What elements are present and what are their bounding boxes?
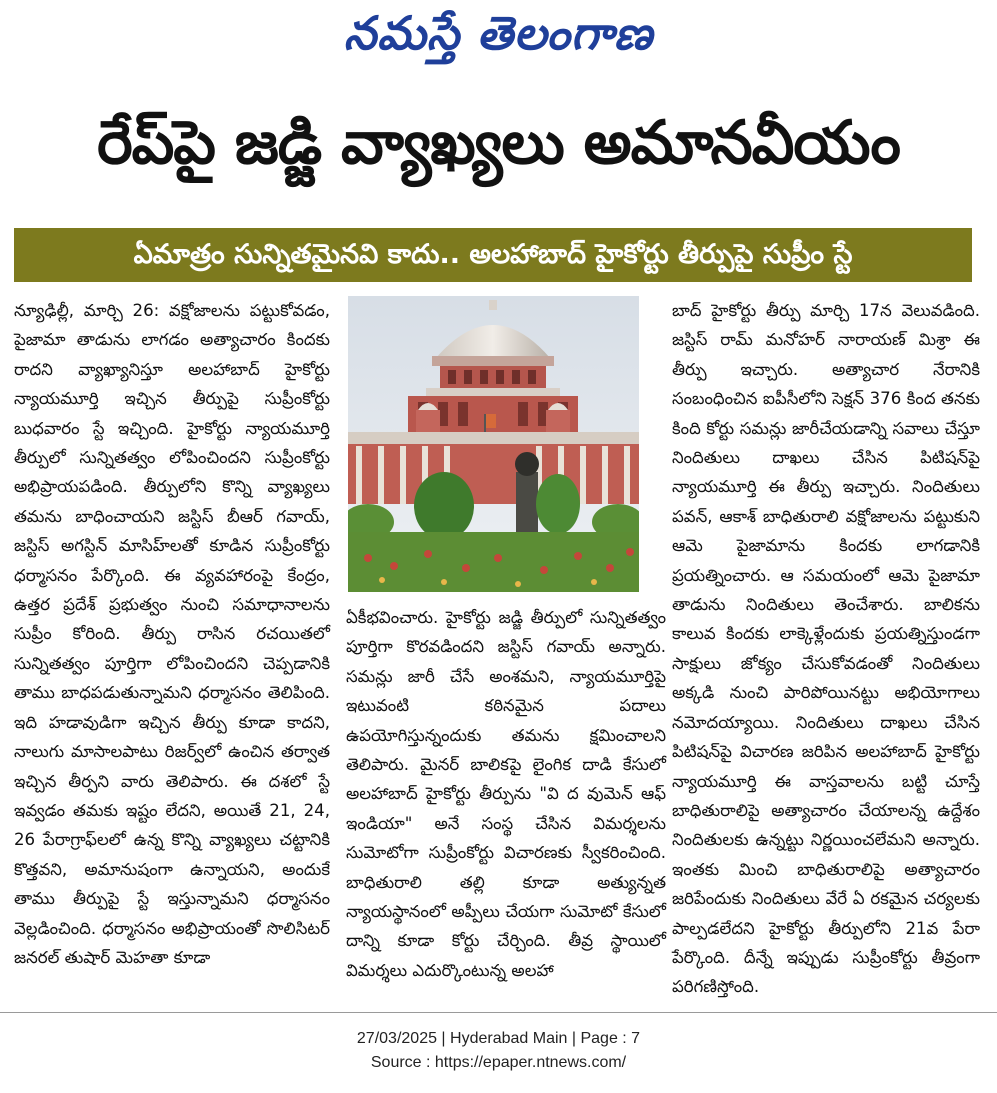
footer-source: Source : https://epaper.ntnews.com/ — [370, 1054, 627, 1071]
article-text: ఏకీభవించారు. హైకోర్టు జడ్జి తీర్పులో సున్నితత్వం పూర్తిగా కొరవడిందని జస్టిస్ గవాయ్ అన్నారు. సమన్లు జారీ చేసే అంశమని, న్యాయమూర్తిపై ఇటువంటి కఠినమైన పదాలు ఉపయోగిస్తున్నందుకు తమను క్షమించాలని తెలిపారు. మైనర్ బాలికపై లైంగిక దాడి కేసులో అలహాబాద్ హైకోర్టు తీర్పును "వి ద వుమెన్ ఆఫ్ ఇండియా" అనే సంస్థ చేసిన విమర్శలను సుమోటోగా సుప్రీంకోర్టు విచారణకు స్వీకరించింది. బాధితురాలి తల్లి కూడా అత్యున్నత న్యాయస్థానంలో అప్పీలు చేయగా సుమోటో కేసులో దాన్ని కూడా కోర్టు చేర్చింది. తీవ్ర స్థాయిలో విమర్శలు ఎదుర్కొంటున్న అలహా — [346, 608, 666, 980]
footer-edition-info: 27/03/2025 | Hyderabad Main | Page : 7 — [356, 1030, 641, 1047]
article-text: బాద్ హైకోర్టు తీర్పు మార్చి 17న వెలువడింది. జస్టిస్ రామ్ మనోహర్ నారాయణ్ మిశ్రా ఈ తీర్పు ఇచ్చారు. అత్యాచార నేరానికి సంబంధించిన ఐపీసీలోని సెక్షన్ 376 కింద తనకు కింది కోర్టు సమన్లు జారీచేయడాన్ని సవాలు చేస్తూ నిందితులు దాఖలు చేసిన పిటిషన్‌పై న్యాయమూర్తి ఈ తీర్పు ఇచ్చారు. నిందితులు పవన్, ఆకాశ్ బాధితురాలి వక్షోజాలను పట్టుకుని ఆమె పైజామాను కిందకు లాగడానికి ప్రయత్నించారు. ఆ సమయంలో ఆమె పైజామా తాడును నిందితులు తెంచేశారు. బాలికను కాలువ కిందకు లాక్కెళ్లేందుకు ప్రయత్నిస్తుండగా సాక్షులు జోక్యం చేసుకోవడంతో నిందితులు అక్కడి నుంచి పారిపోయినట్టు అభియోగాలు నమోదయ్యాయి. నిందితులు దాఖలు చేసిన పిటిషన్‌పై విచారణ జరిపిన అలహాబాద్ హైకోర్టు న్యాయమూర్తి ఈ వాస్తవాలను బట్టి చూస్తే బాధితురాలిపై అత్యాచారం చేయాలన్న ఉద్దేశం నిందితులకు ఉన్నట్టు నిర్ణయించలేమని అన్నారు. ఇంతకు మించి బాధితురాలిపై అత్యాచారం జరిపేందుకు నిందితులు వేరే ఏ రకమైన చర్యలకు పాల్పడలేదని హైకోర్టు తీర్పులోని 21వ పేరా పేర్కొంది. దీన్నే ఇప్పుడు సుప్రీంకోర్టు తీవ్రంగా పరిగణిస్తోంది. — [672, 301, 980, 997]
article-column-2 — [346, 603, 666, 985]
masthead-logo: నమస్తే తెలంగాణ — [343, 6, 654, 60]
article-column-1 — [14, 296, 330, 972]
subheadline: ఏమాత్రం సున్నితమైనవి కాదు.. అలహాబాద్ హైకోర్టు తీర్పుపై సుప్రీం స్టే — [14, 228, 972, 282]
footer-divider — [0, 1012, 997, 1013]
supreme-court-photo — [348, 296, 639, 592]
article-column-3 — [672, 296, 980, 1002]
article-text: న్యూఢిల్లీ, మార్చి 26: వక్షోజాలను పట్టుకోవడం, పైజామా తాడును లాగడం అత్యాచారం కిందకు రాదని వ్యాఖ్యానిస్తూ అలహాబాద్ హైకోర్టు న్యాయమూర్తి ఇచ్చిన తీర్పుపై సుప్రీంకోర్టు బుధవారం స్టే ఇచ్చింది. హైకోర్టు న్యాయమూర్తి తీర్పులో సున్నితత్వం లోపించిందని సుప్రీంకోర్టు అభిప్రాయపడింది. తీర్పులోని కొన్ని వ్యాఖ్యలు తమను బాధించాయని జస్టిస్ బీఆర్ గవాయ్, జస్టిస్ అగస్టిన్ మాసిహ్‌లతో కూడిన సుప్రీంకోర్టు ధర్మాసనం పేర్కొంది. ఈ వ్యవహారంపై కేంద్రం, ఉత్తర ప్రదేశ్ ప్రభుత్వం నుంచి సమాధానాలను సుప్రీం కోరింది. తీర్పు రాసిన రచయితలో సున్నితత్వం పూర్తిగా లోపించిందని చెప్పడానికి తాము బాధపడుతున్నామని ధర్మాసనం తెలిపింది. ఇది హడావుడిగా ఇచ్చిన తీర్పు కూడా కాదని, నాలుగు మాసాలపాటు రిజర్వ్‌లో ఉంచిన తర్వాత ఇచ్చిన తీర్పని వారు తెలిపారు. ఈ దశలో స్టే ఇవ్వడం తమకు ఇష్టం లేదని, అయితే 21, 24, 26 పేరాగ్రాఫ్‌లలో ఉన్న కొన్ని వ్యాఖ్యలు చట్టానికి కొత్తవని, అమానుషంగా ఉన్నాయని, అందుకే తాము తీర్పుపై స్టే ఇస్తున్నామని ధర్మాసనం వెల్లడించింది. ధర్మాసనం అభిప్రాయంతో సొలిసిటర్ జనరల్ తుషార్ మెహతా కూడా — [14, 301, 330, 967]
headline: రేప్‌పై జడ్జి వ్యాఖ్యలు అమానవీయం — [97, 108, 900, 178]
